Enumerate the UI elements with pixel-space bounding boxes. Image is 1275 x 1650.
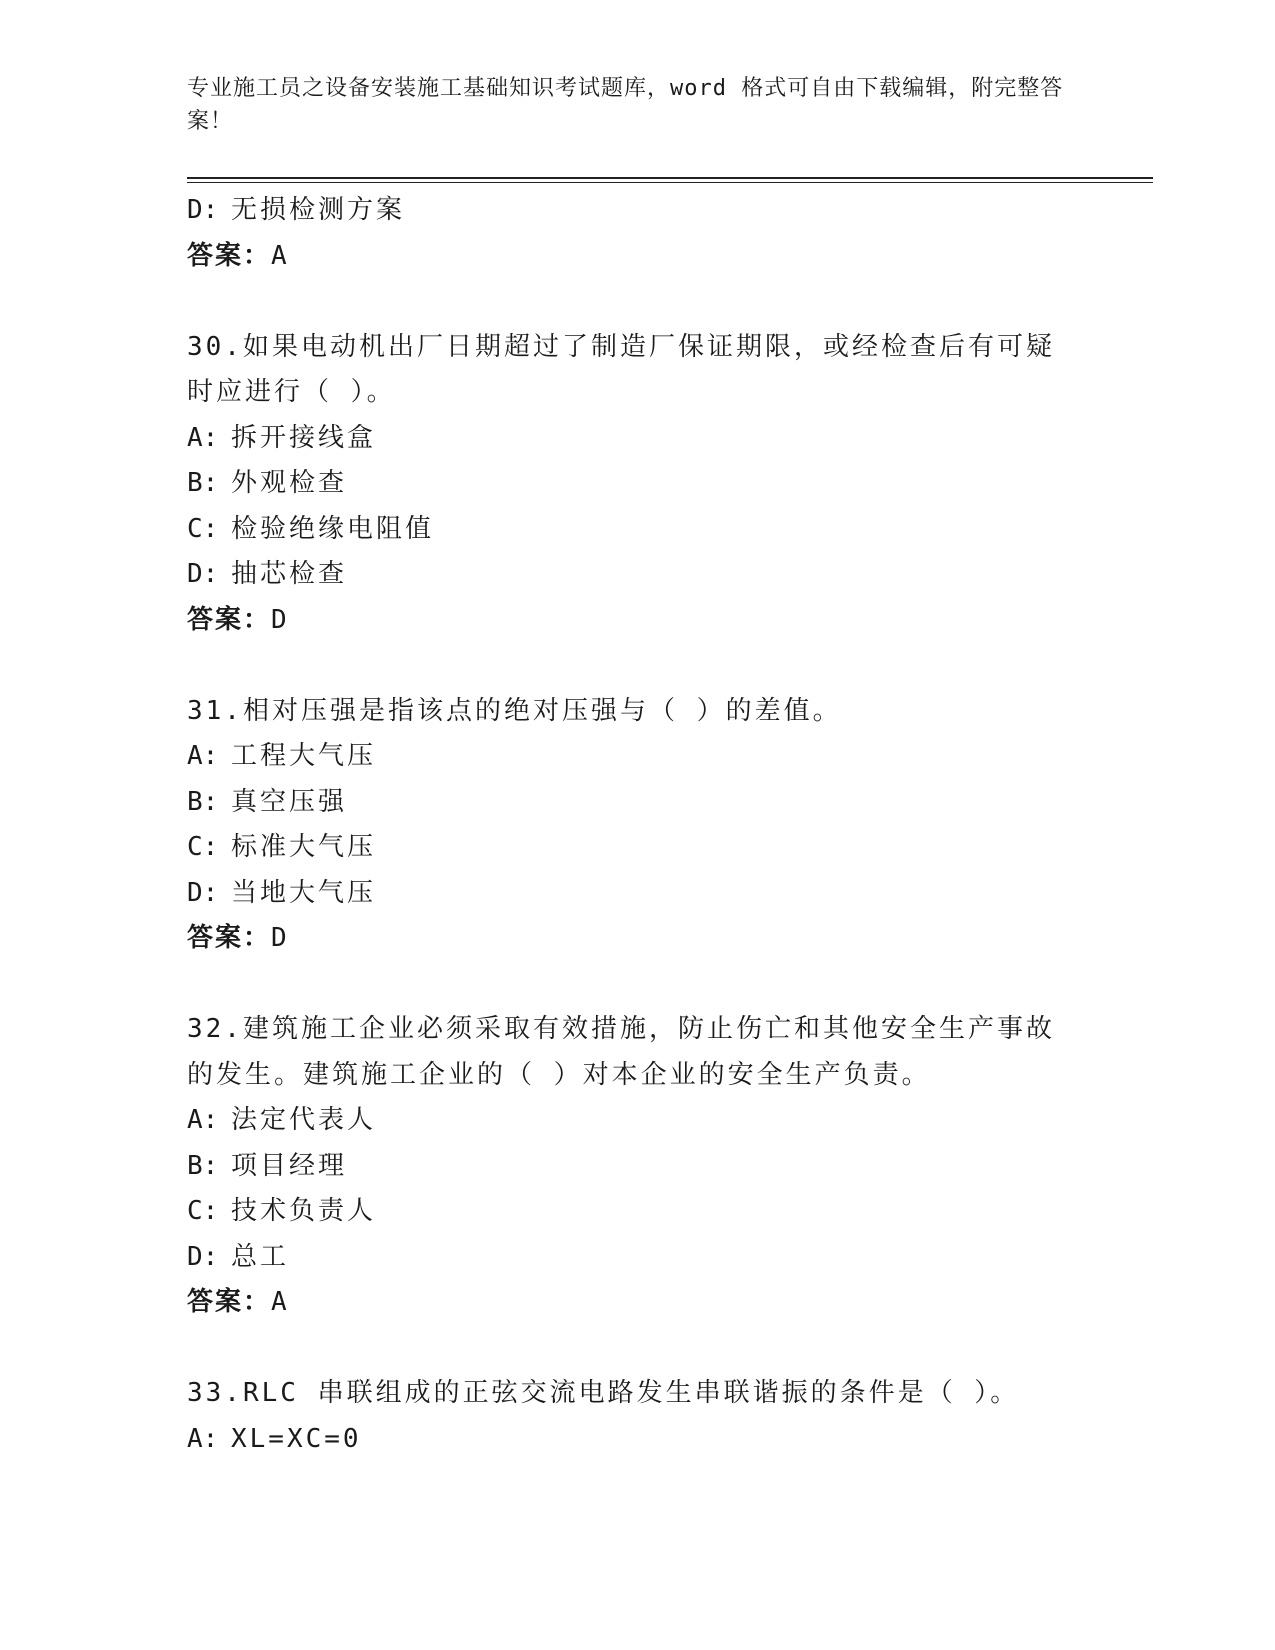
document-header: 专业施工员之设备安装施工基础知识考试题库，word 格式可自由下载编辑，附完整答案！	[187, 76, 1064, 134]
question-text: 33.RLC 串联组成的正弦交流电路发生串联谐振的条件是（ ）。	[187, 1378, 1020, 1408]
option-c	[187, 825, 1087, 871]
answer-value: A	[271, 1287, 288, 1317]
question-block	[187, 1007, 1087, 1326]
header-divider-top	[187, 177, 1153, 179]
option-letter: A:	[187, 1423, 219, 1454]
option-b	[187, 1144, 1087, 1190]
option-b	[187, 780, 1087, 826]
option-letter: A:	[187, 1105, 219, 1135]
option-text: 标准大气压	[231, 832, 377, 862]
question-text: 32.建筑施工企业必须采取有效措施，防止伤亡和其他安全生产事故的发生。建筑施工企业的（ ）对本企业的安全生产负责。	[187, 1014, 1055, 1090]
option-text: 外观检查	[231, 468, 348, 498]
option-a	[187, 416, 1087, 462]
option-d	[187, 871, 1087, 917]
option-text: 总工	[231, 1241, 290, 1272]
option-b	[187, 461, 1087, 507]
spacer	[187, 962, 1087, 1008]
spacer	[187, 643, 1087, 689]
option-a	[187, 734, 1087, 780]
option-d	[187, 1235, 1087, 1281]
option-text: 检验绝缘电阻值	[231, 513, 435, 544]
option-text: 无损检测方案	[231, 195, 406, 225]
answer-label: 答案：	[187, 240, 272, 271]
option-letter: B:	[187, 468, 219, 498]
question-content	[187, 188, 1087, 1462]
option-d	[187, 188, 1087, 234]
option-letter: C:	[187, 832, 219, 862]
option-letter: D:	[187, 559, 219, 589]
option-letter: D:	[187, 1241, 219, 1272]
option-text: XL=XC=0	[231, 1423, 362, 1454]
question-text: 31.相对压强是指该点的绝对压强与（ ）的差值。	[187, 695, 842, 726]
question-block	[187, 689, 1087, 962]
option-text: 抽芯检查	[231, 559, 348, 589]
question-text: 30.如果电动机出厂日期超过了制造厂保证期限，或经检查后有可疑时应进行（ ）。	[187, 331, 1055, 407]
option-letter: D:	[187, 195, 219, 225]
option-text: 当地大气压	[231, 877, 377, 908]
option-letter: B:	[187, 1150, 219, 1181]
option-c	[187, 1189, 1087, 1235]
answer-line	[187, 234, 1087, 280]
option-a	[187, 1098, 1087, 1144]
option-letter: C:	[187, 513, 219, 544]
option-c	[187, 507, 1087, 553]
option-text: 项目经理	[231, 1150, 348, 1181]
answer-label: 答案：	[187, 604, 272, 635]
spacer	[187, 279, 1087, 325]
option-letter: A:	[187, 741, 219, 771]
option-text: 拆开接线盒	[231, 422, 377, 453]
option-letter: C:	[187, 1196, 219, 1226]
answer-label: 答案：	[187, 1287, 272, 1317]
spacer	[187, 1326, 1087, 1372]
answer-line	[187, 916, 1087, 962]
answer-value: A	[271, 240, 288, 271]
option-letter: B:	[187, 786, 219, 817]
option-text: 法定代表人	[231, 1105, 377, 1135]
option-d	[187, 552, 1087, 598]
answer-line	[187, 1280, 1087, 1326]
answer-value: D	[271, 923, 288, 953]
answer-line	[187, 598, 1087, 644]
question-block	[187, 1371, 1087, 1462]
header-divider-bottom	[187, 182, 1153, 183]
option-a	[187, 1417, 1087, 1463]
option-letter: A:	[187, 422, 219, 453]
option-text: 真空压强	[231, 786, 348, 817]
option-text: 技术负责人	[231, 1196, 377, 1226]
question-block	[187, 325, 1087, 644]
option-text: 工程大气压	[231, 741, 377, 771]
answer-label: 答案：	[187, 923, 272, 953]
option-letter: D:	[187, 877, 219, 908]
answer-value: D	[271, 604, 288, 635]
